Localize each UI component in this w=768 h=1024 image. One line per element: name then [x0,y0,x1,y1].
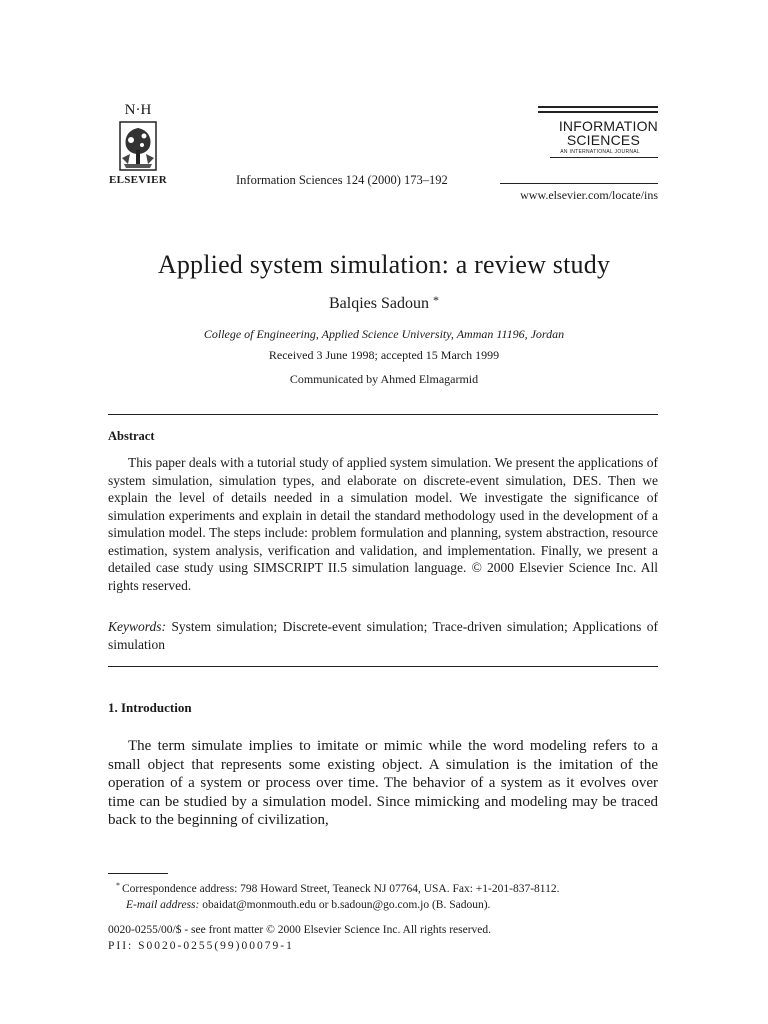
email-text[interactable]: obaidat@monmouth.edu or b.sadoun@go.com.jo (B. Sadoun). [202,898,491,911]
author-footnote-mark[interactable]: * [433,293,439,307]
section-heading: 1. Introduction [108,700,192,715]
footnote [108,878,668,913]
communicated-by: Communicated by Ahmed Elmagarmid [289,372,479,386]
journal-url[interactable]: www.elsevier.com/locate/ins [520,188,658,202]
header-rule [500,183,658,184]
section-text: The term simulate implies to imitate or mimic while the word modeling refers to a small object that represents some existing object. A simulation is the imitation of the operation of a system or process over time. The behavior of a system as it evolves over time can be studied by a simulation model. Since mimicking and modeling may be traced back to the beginning of civilization, [108,738,658,828]
abstract-heading: Abstract [108,429,155,443]
publisher-name: ELSEVIER [108,174,168,186]
abstract-text: This paper deals with a tutorial study of applied system simulation. We present the applications of system simulation, simulation types, and elaborate on discrete-event simulation, DES. Then we explain the level of details needed in a simulation model. We investigate the significance of simulation experiments and explain in detail the standard methodology used in the development of a simulation model. The steps include: problem formulation and planning, system abstraction, resource estimation, system analysis, verification and validation, and implementation. Finally, we present a detailed case study using SIMSCRIPT II.5 simulation language. © 2000 Elsevier Science Inc. All rights reserved. [108,455,658,593]
received-dates: Received 3 June 1998; accepted 15 March 1999 [268,348,500,362]
section-body [108,737,658,830]
logo-monogram: N·H [124,102,152,118]
author-line [0,293,768,313]
elsevier-tree-icon [118,120,158,172]
keywords-text: System simulation; Discrete-event simulation; Trace-driven simulation; Applications of simulation [108,619,659,652]
brand-title-line1: INFORMATION [558,118,658,134]
brand-title-line2: SCIENCES [566,132,640,148]
footnote-correspondence [108,878,668,898]
paper-title: Applied system simulation: a review study [157,250,611,279]
footnote-mark: * [116,881,120,890]
footnote-rule [108,873,168,874]
footnote-email [108,898,668,914]
journal-brand [538,106,658,158]
correspondence-text: Correspondence address: 798 Howard Street, Teaneck NJ 07764, USA. Fax: +1-201-837-8112. [122,883,560,895]
abstract-top-rule [108,414,658,415]
brand-rule-second [538,111,658,113]
keywords [108,618,658,653]
front-matter [108,922,668,954]
abstract-body [108,454,658,594]
publisher-logo [108,102,168,186]
brand-subtitle: AN INTERNATIONAL JOURNAL [560,149,640,155]
pii-line: PII: S0020-0255(99)00079-1 [108,940,294,952]
email-label: E-mail address: [126,898,200,911]
keywords-label: Keywords: [108,619,166,634]
affiliation: College of Engineering, Applied Science University, Amman 11196, Jordan [203,327,565,341]
brand-underline [550,157,658,158]
brand-rule-top [538,106,658,108]
abstract-bottom-rule [108,666,658,667]
journal-citation: Information Sciences 124 (2000) 173–192 [236,173,448,187]
copyright-line: 0020-0255/00/$ - see front matter © 2000 Elsevier Science Inc. All rights reserved. [108,924,492,936]
author-name: Balqies Sadoun [329,295,429,312]
